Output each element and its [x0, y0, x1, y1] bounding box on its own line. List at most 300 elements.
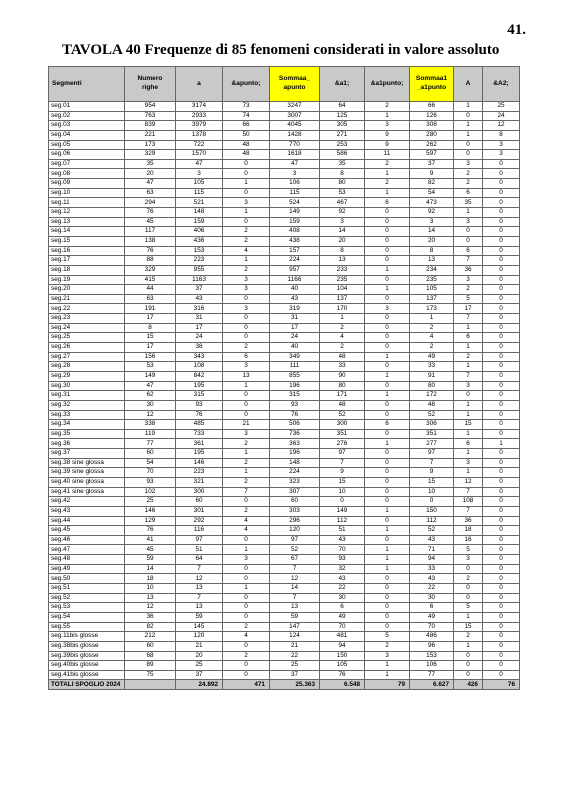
segment-cell: seg.48	[49, 555, 125, 565]
value-cell: 0	[365, 612, 410, 622]
value-cell: 43	[176, 294, 223, 304]
value-cell: 70	[320, 622, 365, 632]
value-cell: 49	[320, 612, 365, 622]
value-cell: 12	[125, 603, 176, 613]
value-cell: 0	[483, 314, 520, 324]
column-header: &a1punto;	[365, 67, 410, 102]
value-cell: 224	[270, 468, 320, 478]
value-cell: 3	[483, 150, 520, 160]
value-cell: 1	[365, 265, 410, 275]
value-cell: 3	[454, 555, 483, 565]
value-cell: 736	[270, 429, 320, 439]
totals-row	[49, 680, 520, 690]
value-cell: 262	[410, 140, 454, 150]
value-cell: 1	[483, 439, 520, 449]
value-cell: 3	[223, 362, 270, 372]
segment-cell: seg.16	[49, 246, 125, 256]
value-cell: 0	[454, 111, 483, 121]
value-cell: 7	[223, 487, 270, 497]
value-cell: 9	[365, 130, 410, 140]
value-cell: 221	[125, 130, 176, 140]
value-cell: 6	[365, 198, 410, 208]
totals-cell: 25.363	[270, 680, 320, 690]
value-cell: 90	[320, 371, 365, 381]
table-row	[49, 304, 520, 314]
value-cell: 196	[270, 449, 320, 459]
value-cell: 149	[270, 208, 320, 218]
value-cell: 153	[176, 246, 223, 256]
value-cell: 0	[454, 651, 483, 661]
value-cell: 43	[320, 535, 365, 545]
value-cell: 6	[454, 188, 483, 198]
frequency-table	[48, 66, 520, 690]
value-cell: 112	[320, 516, 365, 526]
value-cell: 108	[454, 497, 483, 507]
value-cell: 2	[223, 458, 270, 468]
value-cell: 52	[410, 526, 454, 536]
value-cell: 40	[270, 285, 320, 295]
value-cell: 60	[176, 497, 223, 507]
value-cell: 21	[176, 641, 223, 651]
table-row	[49, 516, 520, 526]
value-cell: 75	[125, 670, 176, 680]
value-cell: 315	[270, 391, 320, 401]
value-cell: 76	[176, 410, 223, 420]
segment-cell: seg.47	[49, 545, 125, 555]
value-cell: 0	[365, 458, 410, 468]
value-cell: 170	[320, 304, 365, 314]
value-cell: 438	[270, 236, 320, 246]
value-cell: 31	[176, 314, 223, 324]
value-cell: 37	[176, 670, 223, 680]
segment-cell: seg.26	[49, 343, 125, 353]
value-cell: 4	[320, 333, 365, 343]
value-cell: 3	[320, 217, 365, 227]
value-cell: 124	[270, 632, 320, 642]
value-cell: 17	[454, 304, 483, 314]
value-cell: 97	[270, 535, 320, 545]
value-cell: 153	[410, 651, 454, 661]
value-cell: 855	[270, 371, 320, 381]
segment-cell: seg.10	[49, 188, 125, 198]
value-cell: 1	[223, 449, 270, 459]
value-cell: 91	[410, 371, 454, 381]
value-cell: 13	[223, 371, 270, 381]
value-cell: 35	[320, 159, 365, 169]
segment-cell: seg.13	[49, 217, 125, 227]
column-header: a	[176, 67, 223, 102]
value-cell: 17	[125, 314, 176, 324]
value-cell: 3	[223, 285, 270, 295]
value-cell: 0	[483, 391, 520, 401]
value-cell: 415	[125, 275, 176, 285]
value-cell: 25	[270, 661, 320, 671]
value-cell: 6	[410, 603, 454, 613]
value-cell: 73	[223, 102, 270, 112]
value-cell: 157	[270, 246, 320, 256]
value-cell: 21	[223, 420, 270, 430]
value-cell: 7	[176, 593, 223, 603]
value-cell: 0	[454, 150, 483, 160]
value-cell: 12	[270, 574, 320, 584]
value-cell: 10	[125, 584, 176, 594]
value-cell: 24	[270, 333, 320, 343]
table-row	[49, 584, 520, 594]
value-cell: 0	[365, 477, 410, 487]
value-cell: 0	[483, 352, 520, 362]
value-cell: 77	[410, 670, 454, 680]
segment-cell: seg.37	[49, 449, 125, 459]
value-cell: 137	[410, 294, 454, 304]
value-cell: 0	[483, 603, 520, 613]
table-row	[49, 256, 520, 266]
totals-cell: 6.548	[320, 680, 365, 690]
table-row	[49, 449, 520, 459]
table-row	[49, 236, 520, 246]
value-cell: 43	[410, 574, 454, 584]
value-cell: 0	[223, 314, 270, 324]
value-cell: 2	[365, 179, 410, 189]
value-cell: 0	[483, 468, 520, 478]
value-cell: 120	[176, 632, 223, 642]
value-cell: 2	[223, 439, 270, 449]
frequency-table-container	[48, 66, 519, 690]
value-cell: 0	[483, 497, 520, 507]
value-cell: 0	[483, 487, 520, 497]
value-cell: 82	[125, 622, 176, 632]
value-cell: 3	[365, 304, 410, 314]
value-cell: 276	[320, 439, 365, 449]
value-cell: 271	[320, 130, 365, 140]
value-cell: 0	[483, 584, 520, 594]
segment-cell: seg.15	[49, 236, 125, 246]
table-row	[49, 217, 520, 227]
value-cell: 48	[223, 150, 270, 160]
value-cell: 1	[365, 371, 410, 381]
value-cell: 3	[454, 275, 483, 285]
value-cell: 7	[454, 256, 483, 266]
value-cell: 763	[125, 111, 176, 121]
segment-cell: seg.04	[49, 130, 125, 140]
value-cell: 1	[365, 439, 410, 449]
value-cell: 14	[125, 564, 176, 574]
value-cell: 2	[223, 343, 270, 353]
value-cell: 148	[270, 458, 320, 468]
value-cell: 7	[454, 487, 483, 497]
value-cell: 1618	[270, 150, 320, 160]
value-cell: 6	[365, 420, 410, 430]
value-cell: 223	[176, 468, 223, 478]
value-cell: 436	[176, 236, 223, 246]
value-cell: 66	[410, 102, 454, 112]
value-cell: 59	[270, 612, 320, 622]
value-cell: 329	[125, 150, 176, 160]
segment-cell: seg.45	[49, 526, 125, 536]
value-cell: 10	[320, 487, 365, 497]
value-cell: 1	[223, 381, 270, 391]
table-row	[49, 439, 520, 449]
value-cell: 8	[483, 130, 520, 140]
value-cell: 235	[410, 275, 454, 285]
value-cell: 842	[176, 371, 223, 381]
value-cell: 11	[365, 150, 410, 160]
value-cell: 80	[320, 381, 365, 391]
value-cell: 4	[410, 333, 454, 343]
value-cell: 13	[176, 603, 223, 613]
value-cell: 64	[320, 102, 365, 112]
value-cell: 0	[223, 564, 270, 574]
value-cell: 0	[483, 555, 520, 565]
segment-cell: seg.21	[49, 294, 125, 304]
value-cell: 25	[125, 497, 176, 507]
value-cell: 1	[365, 545, 410, 555]
value-cell: 3247	[270, 102, 320, 112]
value-cell: 45	[125, 545, 176, 555]
value-cell: 0	[223, 217, 270, 227]
value-cell: 35	[125, 159, 176, 169]
value-cell: 70	[410, 622, 454, 632]
value-cell: 1	[454, 130, 483, 140]
value-cell: 0	[454, 661, 483, 671]
value-cell: 2	[454, 352, 483, 362]
value-cell: 8	[410, 246, 454, 256]
value-cell: 2	[454, 179, 483, 189]
value-cell: 1	[454, 362, 483, 372]
value-cell: 12	[454, 477, 483, 487]
value-cell: 97	[176, 535, 223, 545]
table-row	[49, 150, 520, 160]
segment-cell: seg.20	[49, 285, 125, 295]
value-cell: 22	[270, 651, 320, 661]
value-cell: 1	[223, 208, 270, 218]
value-cell: 14	[410, 227, 454, 237]
value-cell: 40	[270, 343, 320, 353]
value-cell: 18	[125, 574, 176, 584]
value-cell: 0	[483, 429, 520, 439]
value-cell: 524	[270, 198, 320, 208]
value-cell: 1	[365, 555, 410, 565]
value-cell: 0	[365, 622, 410, 632]
value-cell: 9	[365, 140, 410, 150]
value-cell: 3	[454, 217, 483, 227]
value-cell: 115	[176, 188, 223, 198]
value-cell: 1	[454, 343, 483, 353]
value-cell: 1	[454, 323, 483, 333]
value-cell: 0	[223, 323, 270, 333]
value-cell: 0	[483, 545, 520, 555]
value-cell: 0	[483, 622, 520, 632]
value-cell: 224	[270, 256, 320, 266]
value-cell: 0	[483, 506, 520, 516]
totals-cell: 426	[454, 680, 483, 690]
value-cell: 0	[483, 477, 520, 487]
value-cell: 0	[365, 603, 410, 613]
value-cell: 0	[365, 574, 410, 584]
value-cell: 5	[365, 632, 410, 642]
value-cell: 2	[320, 343, 365, 353]
value-cell: 2	[223, 477, 270, 487]
value-cell: 191	[125, 304, 176, 314]
value-cell: 1378	[176, 130, 223, 140]
value-cell: 30	[410, 593, 454, 603]
value-cell: 0	[223, 410, 270, 420]
value-cell: 0	[365, 236, 410, 246]
value-cell: 0	[365, 362, 410, 372]
value-cell: 2	[223, 622, 270, 632]
value-cell: 722	[176, 140, 223, 150]
table-row	[49, 111, 520, 121]
value-cell: 0	[223, 670, 270, 680]
table-row	[49, 545, 520, 555]
segment-cell: seg.33	[49, 410, 125, 420]
table-row	[49, 506, 520, 516]
value-cell: 2	[410, 323, 454, 333]
table-row	[49, 429, 520, 439]
value-cell: 0	[223, 188, 270, 198]
value-cell: 586	[320, 150, 365, 160]
value-cell: 0	[454, 593, 483, 603]
value-cell: 2933	[176, 111, 223, 121]
value-cell: 2	[454, 169, 483, 179]
value-cell: 17	[125, 343, 176, 353]
value-cell: 1	[454, 429, 483, 439]
value-cell: 0	[483, 371, 520, 381]
value-cell: 7	[410, 458, 454, 468]
value-cell: 5	[454, 603, 483, 613]
value-cell: 171	[320, 391, 365, 401]
value-cell: 13	[176, 584, 223, 594]
value-cell: 2	[223, 227, 270, 237]
value-cell: 52	[410, 410, 454, 420]
segment-cell: seg.12	[49, 208, 125, 218]
value-cell: 53	[125, 362, 176, 372]
value-cell: 280	[410, 130, 454, 140]
value-cell: 48	[410, 400, 454, 410]
value-cell: 3	[454, 458, 483, 468]
totals-cell: 24.892	[176, 680, 223, 690]
value-cell: 6	[454, 333, 483, 343]
value-cell: 94	[320, 641, 365, 651]
value-cell: 3	[410, 217, 454, 227]
value-cell: 33	[410, 362, 454, 372]
value-cell: 1	[454, 400, 483, 410]
value-cell: 0	[483, 169, 520, 179]
value-cell: 0	[483, 217, 520, 227]
value-cell: 0	[365, 246, 410, 256]
value-cell: 3	[483, 140, 520, 150]
value-cell: 50	[223, 130, 270, 140]
value-cell: 0	[223, 333, 270, 343]
value-cell: 59	[176, 612, 223, 622]
value-cell: 0	[483, 275, 520, 285]
value-cell: 7	[320, 458, 365, 468]
value-cell: 0	[365, 593, 410, 603]
segment-cell: seg.51	[49, 584, 125, 594]
value-cell: 93	[176, 400, 223, 410]
value-cell: 1	[454, 121, 483, 131]
value-cell: 0	[454, 140, 483, 150]
value-cell: 323	[270, 477, 320, 487]
value-cell: 1	[365, 188, 410, 198]
table-row	[49, 140, 520, 150]
value-cell: 8	[125, 323, 176, 333]
segment-cell: seg.40bis glosse	[49, 661, 125, 671]
value-cell: 22	[410, 584, 454, 594]
value-cell: 0	[365, 468, 410, 478]
segment-cell: seg.54	[49, 612, 125, 622]
segment-cell: seg.41bis glosse	[49, 670, 125, 680]
value-cell: 112	[410, 516, 454, 526]
value-cell: 3	[365, 651, 410, 661]
value-cell: 351	[410, 429, 454, 439]
value-cell: 37	[410, 159, 454, 169]
value-cell: 0	[483, 333, 520, 343]
segment-cell: seg.03	[49, 121, 125, 131]
value-cell: 0	[483, 661, 520, 671]
value-cell: 129	[125, 516, 176, 526]
value-cell: 173	[125, 140, 176, 150]
value-cell: 106	[410, 661, 454, 671]
value-cell: 64	[176, 555, 223, 565]
segment-cell: seg.11	[49, 198, 125, 208]
value-cell: 147	[270, 622, 320, 632]
value-cell: 47	[176, 159, 223, 169]
totals-cell: 6.627	[410, 680, 454, 690]
table-row	[49, 661, 520, 671]
value-cell: 3	[454, 159, 483, 169]
value-cell: 2	[365, 159, 410, 169]
value-cell: 0	[483, 343, 520, 353]
value-cell: 74	[223, 111, 270, 121]
value-cell: 2	[320, 323, 365, 333]
value-cell: 316	[176, 304, 223, 314]
value-cell: 0	[365, 333, 410, 343]
value-cell: 71	[410, 545, 454, 555]
value-cell: 6	[223, 352, 270, 362]
totals-cell: 471	[223, 680, 270, 690]
value-cell: 3007	[270, 111, 320, 121]
value-cell: 2	[223, 506, 270, 516]
totals-label: TOTALI SPOGLIO 2024	[49, 680, 125, 690]
value-cell: 0	[365, 487, 410, 497]
value-cell: 120	[270, 526, 320, 536]
value-cell: 0	[483, 323, 520, 333]
segment-cell: seg.01	[49, 102, 125, 112]
value-cell: 0	[223, 294, 270, 304]
value-cell: 116	[176, 526, 223, 536]
value-cell: 1	[365, 506, 410, 516]
value-cell: 111	[270, 362, 320, 372]
value-cell: 33	[410, 564, 454, 574]
table-row	[49, 362, 520, 372]
value-cell: 12	[483, 121, 520, 131]
value-cell: 138	[125, 236, 176, 246]
value-cell: 76	[125, 526, 176, 536]
value-cell: 32	[320, 564, 365, 574]
value-cell: 49	[410, 612, 454, 622]
value-cell: 234	[410, 265, 454, 275]
value-cell: 146	[176, 458, 223, 468]
segment-cell: seg.09	[49, 179, 125, 189]
table-row	[49, 381, 520, 391]
value-cell: 41	[125, 535, 176, 545]
value-cell: 770	[270, 140, 320, 150]
value-cell: 0	[483, 246, 520, 256]
value-cell: 521	[176, 198, 223, 208]
value-cell: 1	[365, 169, 410, 179]
value-cell: 173	[410, 304, 454, 314]
value-cell: 36	[454, 516, 483, 526]
